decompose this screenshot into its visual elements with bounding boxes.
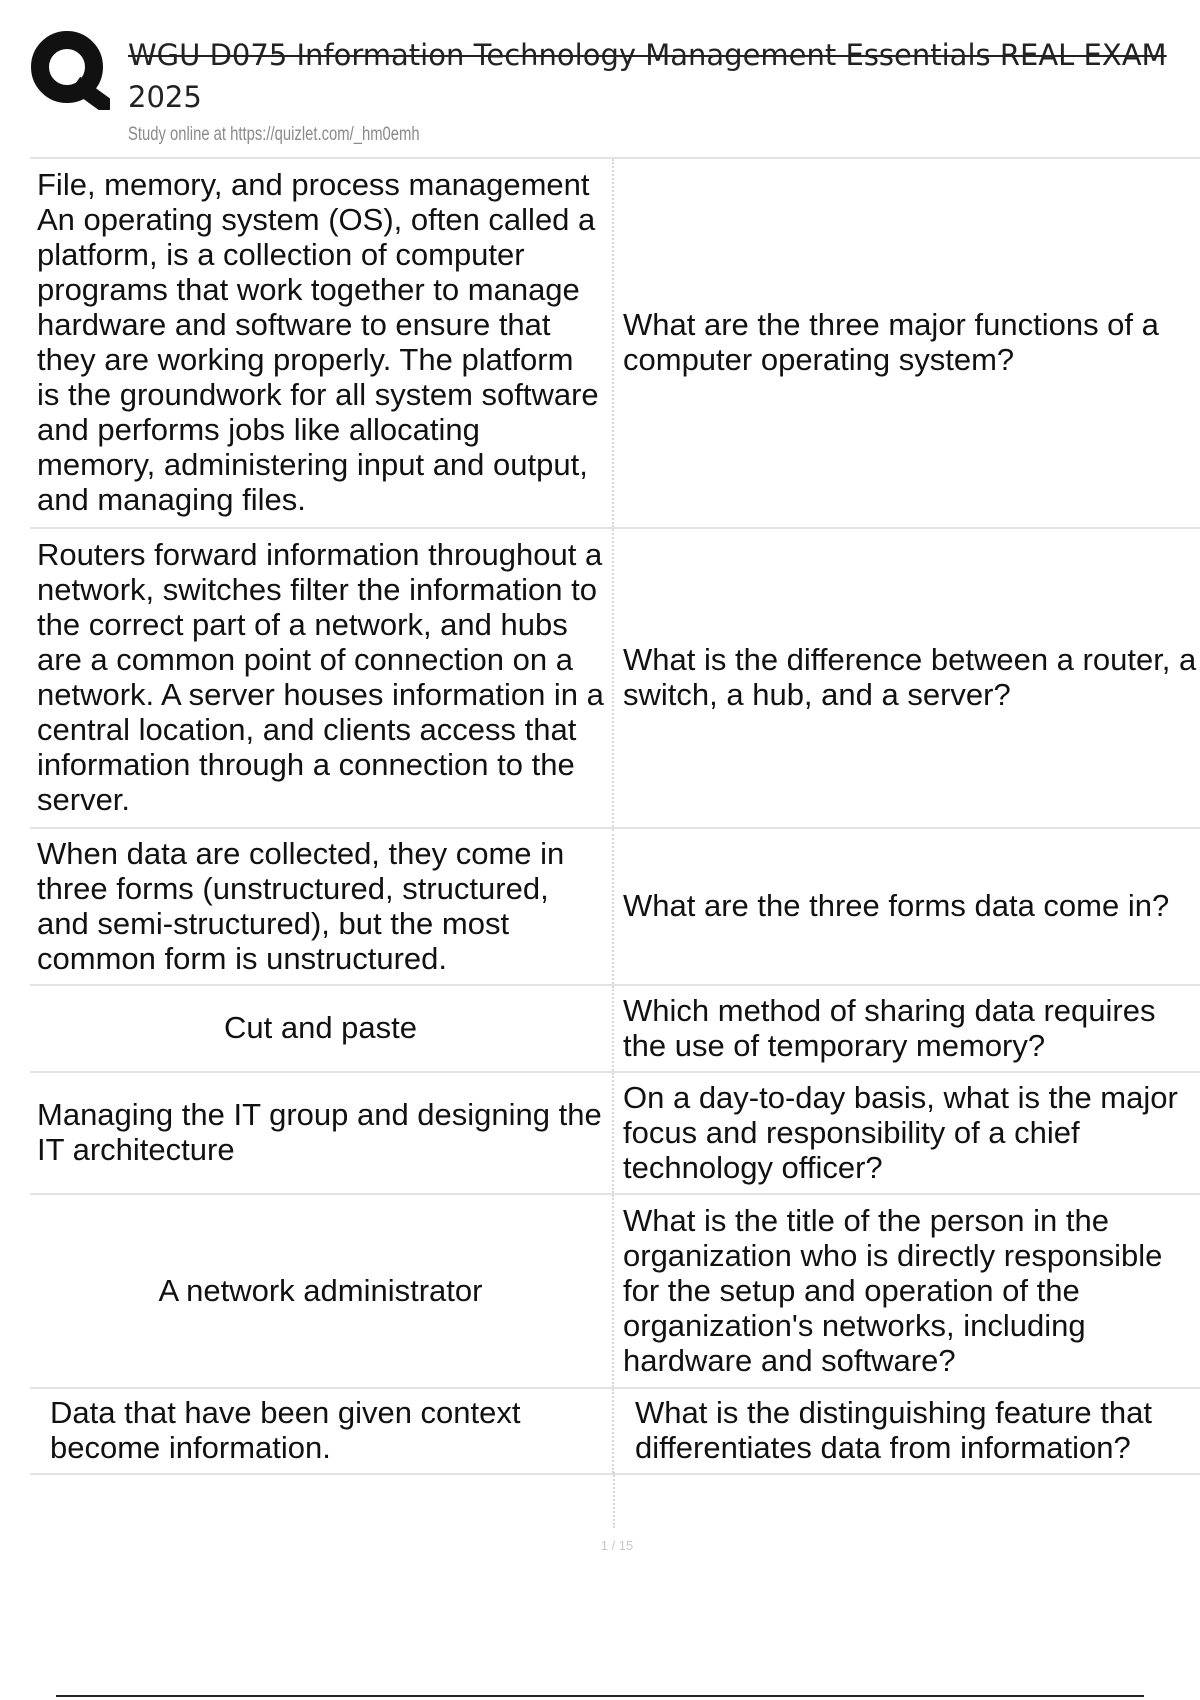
study-online-link[interactable]: Study online at https://quizlet.com/_hm0emh — [128, 124, 420, 145]
card-definition: What are the three major functions of a computer operating system? — [623, 307, 1159, 377]
flashcard-table — [30, 157, 1200, 1475]
footer-rule — [56, 1695, 1144, 1697]
card-definition: What are the three forms data come in? — [623, 888, 1170, 923]
page-number: 1 / 15 — [600, 1538, 634, 1553]
card-definition: What is the distinguishing feature that differentiates data from information? — [635, 1395, 1152, 1465]
card-row-3 — [30, 829, 1200, 986]
card-term: File, memory, and process management An operating system (OS), often called a platform, is a collection of computer programs that work together to manage hardware and software to ensure that they are working properly. The platform is the groundwork for all system software and performs jobs like allocating memory, administering input and output, and managing files. — [30, 159, 614, 527]
card-row-4 — [30, 986, 1200, 1073]
card-row-7 — [30, 1389, 1200, 1475]
card-term: Managing the IT group and designing the IT architecture — [30, 1073, 614, 1193]
card-row-5 — [30, 1073, 1200, 1195]
card-term: A network administrator — [30, 1195, 614, 1387]
document-title — [128, 34, 1200, 118]
card-definition: What is the difference between a router, a switch, a hub, and a server? — [623, 642, 1197, 712]
document-title-line1: WGU D075 Information Technology Management Essentials REAL EXAM — [128, 38, 1167, 72]
card-row-1 — [30, 159, 1200, 529]
column-divider — [613, 1472, 615, 1528]
card-row-6 — [30, 1195, 1200, 1389]
quizlet-logo-icon — [30, 30, 110, 110]
card-row-2 — [30, 529, 1200, 829]
card-term: Cut and paste — [30, 986, 614, 1071]
card-term: When data are collected, they come in three forms (unstructured, structured, and semi-structured), but the most common form is unstructured. — [30, 829, 614, 984]
card-definition: On a day-to-day basis, what is the major focus and responsibility of a chief technology officer? — [623, 1079, 1178, 1185]
card-term: Routers forward information throughout a network, switches filter the information to the correct part of a network, and hubs are a common point of connection on a network. A server houses information in a central location, and clients access that information through a connection to the server. — [30, 529, 614, 827]
card-definition: What is the title of the person in the organization who is directly responsible for the setup and operation of the organization's networks, including hardware and software? — [623, 1202, 1163, 1378]
document-title-line2: 2025 — [128, 80, 202, 114]
card-term: Data that have been given context become information. — [30, 1389, 614, 1473]
card-definition: Which method of sharing data requires the use of temporary memory? — [623, 992, 1156, 1063]
